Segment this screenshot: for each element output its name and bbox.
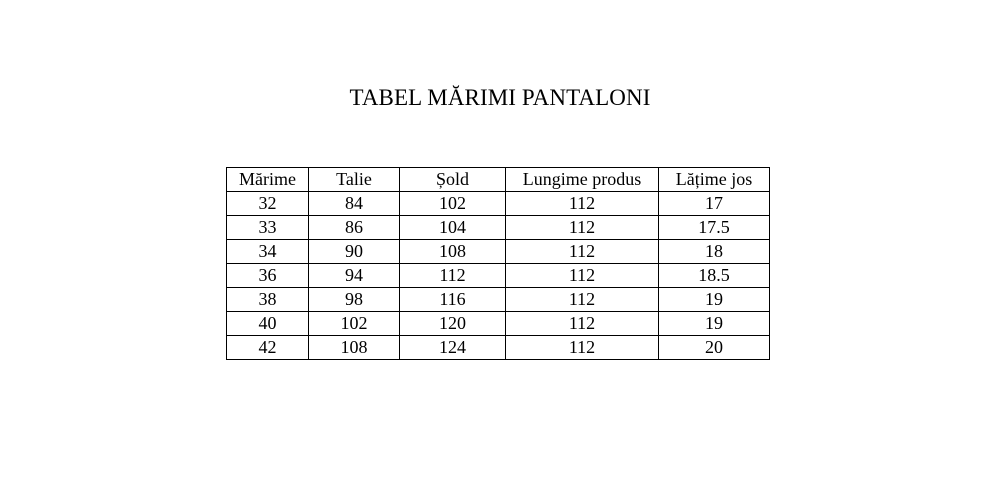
- cell-latime-jos: 17.5: [659, 216, 770, 240]
- header-talie: Talie: [309, 168, 400, 192]
- cell-sold: 108: [400, 240, 506, 264]
- header-latime-jos: Lățime jos: [659, 168, 770, 192]
- table-row: [227, 312, 770, 336]
- cell-marime: 36: [227, 264, 309, 288]
- cell-sold: 120: [400, 312, 506, 336]
- cell-latime-jos: 17: [659, 192, 770, 216]
- cell-lungime-produs: 112: [506, 192, 659, 216]
- cell-lungime-produs: 112: [506, 312, 659, 336]
- header-lungime-produs: Lungime produs: [506, 168, 659, 192]
- cell-lungime-produs: 112: [506, 240, 659, 264]
- table-row: [227, 216, 770, 240]
- cell-latime-jos: 19: [659, 312, 770, 336]
- cell-talie: 84: [309, 192, 400, 216]
- cell-talie: 98: [309, 288, 400, 312]
- cell-latime-jos: 18: [659, 240, 770, 264]
- cell-sold: 124: [400, 336, 506, 360]
- table-header-row: [227, 168, 770, 192]
- cell-latime-jos: 20: [659, 336, 770, 360]
- cell-marime: 32: [227, 192, 309, 216]
- cell-marime: 40: [227, 312, 309, 336]
- table-row: [227, 288, 770, 312]
- table-row: [227, 264, 770, 288]
- cell-lungime-produs: 112: [506, 336, 659, 360]
- cell-sold: 104: [400, 216, 506, 240]
- cell-talie: 90: [309, 240, 400, 264]
- cell-sold: 116: [400, 288, 506, 312]
- header-sold: Șold: [400, 168, 506, 192]
- cell-talie: 86: [309, 216, 400, 240]
- cell-talie: 108: [309, 336, 400, 360]
- table-row: [227, 336, 770, 360]
- table-row: [227, 192, 770, 216]
- size-table: [226, 167, 770, 360]
- cell-lungime-produs: 112: [506, 216, 659, 240]
- cell-marime: 34: [227, 240, 309, 264]
- page-title: TABEL MĂRIMI PANTALONI: [349, 85, 651, 110]
- cell-marime: 38: [227, 288, 309, 312]
- cell-marime: 42: [227, 336, 309, 360]
- cell-latime-jos: 18.5: [659, 264, 770, 288]
- cell-lungime-produs: 112: [506, 264, 659, 288]
- cell-latime-jos: 19: [659, 288, 770, 312]
- table-row: [227, 240, 770, 264]
- cell-lungime-produs: 112: [506, 288, 659, 312]
- cell-sold: 112: [400, 264, 506, 288]
- cell-sold: 102: [400, 192, 506, 216]
- cell-marime: 33: [227, 216, 309, 240]
- cell-talie: 94: [309, 264, 400, 288]
- header-marime: Mărime: [227, 168, 309, 192]
- cell-talie: 102: [309, 312, 400, 336]
